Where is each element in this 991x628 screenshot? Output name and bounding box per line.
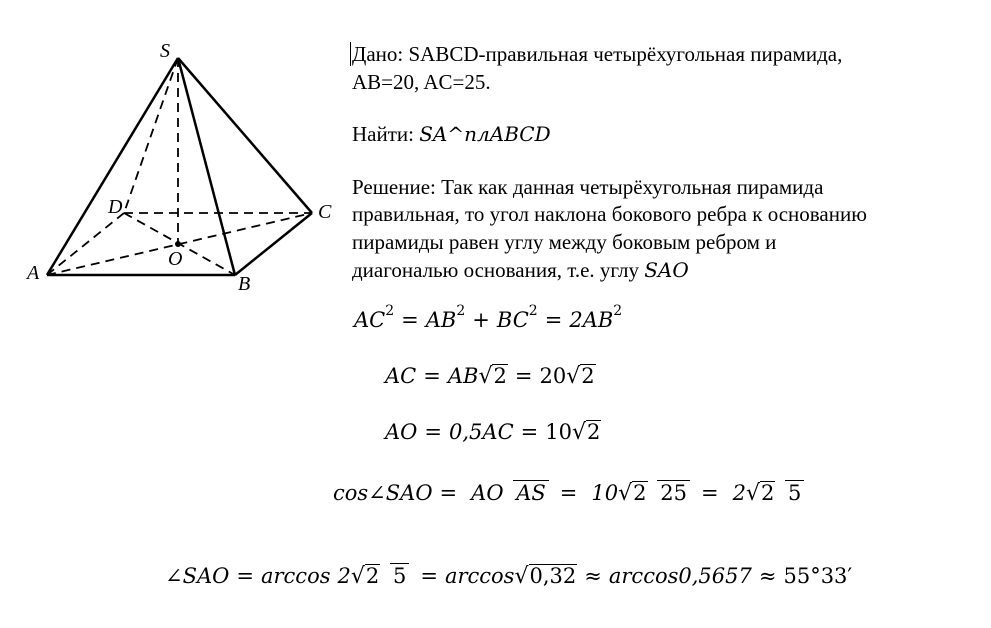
label-S: S: [160, 40, 170, 62]
eq5-arccos-3: arccos0,5657: [608, 563, 752, 588]
find-label: Найти:: [352, 122, 420, 146]
edge-AD: [47, 213, 124, 275]
find-line: [352, 121, 551, 147]
label-C: C: [318, 201, 332, 223]
eq5-result: 55°33′: [783, 563, 853, 588]
eq3-equals-2: =: [520, 420, 539, 444]
eq1-exp-1: 2: [385, 303, 395, 319]
equation-2: [385, 364, 596, 388]
eq2-equals: =: [423, 364, 441, 388]
eq3-term: 0,5AC: [449, 420, 514, 444]
eq1-plus: +: [472, 308, 490, 332]
find-expr: SA^плABCD: [419, 122, 551, 146]
eq4-lhs: cos∠SAO: [333, 480, 433, 505]
eq5-arccos-1: arccos: [260, 563, 331, 588]
solution-line-4-text: диагональю основания, т.е. углу: [352, 258, 645, 282]
eq1-rhs: 2AB: [569, 308, 614, 332]
eq3-lhs: AO: [385, 420, 418, 444]
eq1-lhs: AC: [354, 308, 386, 332]
eq4-fraction-2: 10√2 25: [588, 480, 690, 505]
equation-4: [333, 480, 808, 505]
label-O: O: [168, 248, 183, 270]
eq5-arccos-2: arccos: [444, 563, 515, 588]
eq4-equals-2: =: [559, 480, 578, 505]
point-O: [175, 241, 181, 247]
given-line-2: AB=20, AC=25.: [352, 70, 491, 94]
eq2-coef: 20: [539, 364, 567, 388]
eq2-sqrt-1: √2: [478, 364, 507, 389]
solution-line-4: [352, 257, 689, 283]
solution-angle: SAO: [644, 258, 689, 282]
given-line-1: Дано: SABCD-правильная четырёхугольная пирамида,: [352, 42, 843, 66]
eq4-equals: =: [439, 480, 458, 505]
text-cursor: [350, 42, 351, 66]
eq5-sqrt: √0,32: [514, 563, 577, 589]
eq4-equals-3: =: [700, 480, 719, 505]
equation-3: [385, 420, 601, 444]
label-D: D: [108, 196, 123, 218]
eq4-fraction-3: 2√2 5: [730, 480, 805, 505]
eq1-exp-3: 2: [528, 303, 538, 319]
eq5-equals: =: [236, 563, 254, 588]
eq4-fraction-1: AO AS: [468, 480, 549, 505]
eq3-equals: =: [424, 420, 442, 444]
eq5-approx: ≈: [584, 563, 602, 588]
eq1-term-1: AB: [425, 308, 457, 332]
solution-line-3: пирамиды равен углу между боковым ребром и: [352, 230, 777, 254]
eq5-fraction: 2√2 5: [335, 563, 410, 588]
eq3-sqrt: √2: [571, 420, 601, 445]
eq2-term: AB: [447, 364, 479, 388]
eq1-exp-4: 2: [613, 303, 623, 319]
label-B: B: [238, 273, 251, 295]
eq2-equals-2: =: [514, 364, 533, 388]
solution-line-2: правильная, то угол наклона бокового ребра к основанию: [352, 202, 867, 226]
equation-5: [165, 563, 852, 588]
equation-1: [354, 303, 623, 332]
eq5-approx-2: ≈: [758, 563, 777, 588]
eq5-lhs: ∠SAO: [165, 563, 230, 588]
eq1-term-2: BC: [496, 308, 529, 332]
eq3-coef: 10: [545, 420, 572, 444]
label-A: A: [27, 262, 40, 284]
eq1-exp-2: 2: [456, 303, 466, 319]
pyramid-diagram: [0, 0, 340, 300]
eq1-equals-2: =: [544, 308, 563, 332]
eq5-equals-2: =: [420, 563, 438, 588]
solution-line-1: Решение: Так как данная четырёхугольная пирамида: [352, 175, 824, 199]
eq2-sqrt-2: √2: [566, 364, 595, 389]
eq2-lhs: AC: [385, 364, 417, 388]
edge-SA: [47, 58, 178, 275]
eq1-equals: =: [401, 308, 419, 332]
